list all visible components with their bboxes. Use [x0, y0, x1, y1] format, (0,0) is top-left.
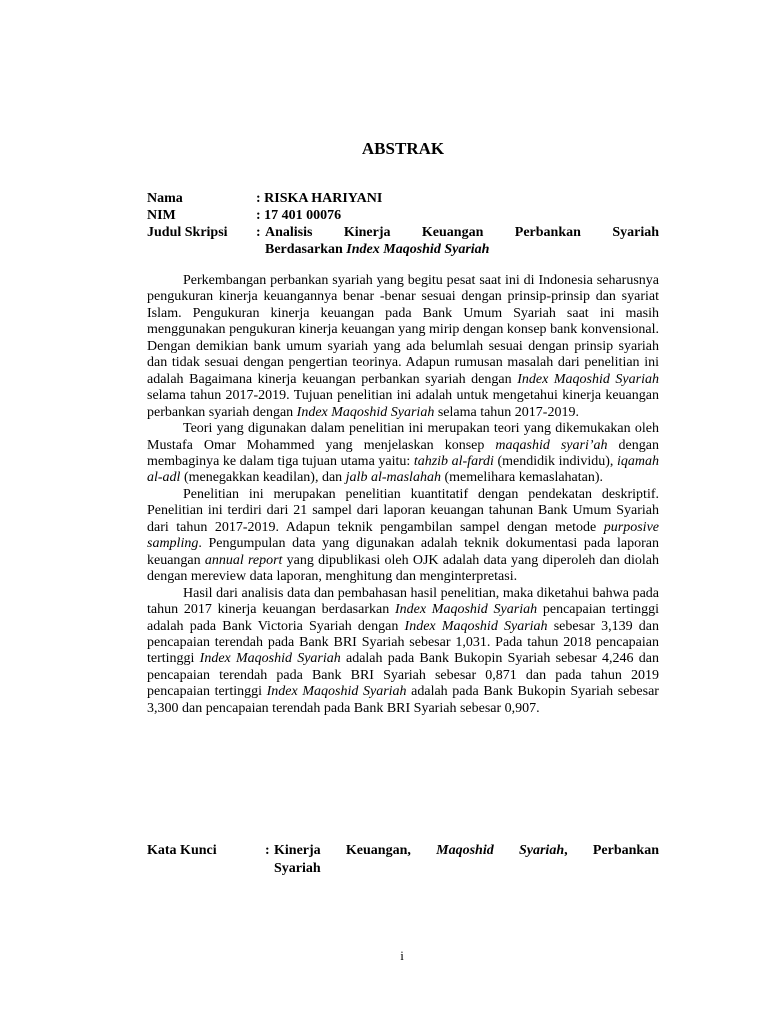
paragraph-text: yang dipublikasi oleh OJK adalah data yang diperoleh dan diolah dengan mereview data laporan, menghitung dan menginterpretasi.	[147, 552, 659, 585]
paragraph-text: dengan membaginya ke dalam tiga tujuan utama yaitu:	[147, 437, 659, 469]
paragraph-text: adalah pada Bank Bukopin Syariah sebesar 3,300 dan pencapaian terendah pada Bank BRI Syariah sebesar 0,907.	[147, 684, 659, 716]
keywords-part-c: , Perbankan	[564, 843, 659, 858]
italic-term: Index Maqoshid Syariah	[199, 651, 341, 667]
paragraph-text: pencapaian tertinggi adalah pada Bank Victoria Syariah dengan	[147, 602, 659, 634]
keywords-part-a: Kinerja Keuangan,	[274, 843, 437, 858]
thesis-title-line-2	[147, 241, 659, 258]
italic-term: annual report	[204, 552, 283, 568]
paragraph-text: adalah pada Bank Bukopin Syariah sebesar 4,246 dan pencapaian terendah pada Bank BRI Syariah sebesar 0,871 dan pada tahun 2019 pencapaian tertinggi	[147, 651, 659, 700]
paragraph-background	[147, 273, 659, 421]
paragraph-text: Teori yang digunakan dalam penelitian ini merupakan teori yang dikemukakan oleh Mustafa Omar Mohammed yang menjelaskan konsep	[147, 421, 659, 453]
paragraph-text: selama tahun 2017-2019. Tujuan penelitian ini adalah untuk mengetahui kinerja keuangan perbankan syariah dengan	[147, 388, 659, 420]
nim-value: : 17 401 00076	[256, 208, 342, 223]
name-value: : RISKA HARIYANI	[256, 191, 383, 206]
identity-block	[147, 190, 659, 258]
thesis-title-line-1: Analisis Kinerja Keuangan Perbankan Syariah	[265, 225, 659, 240]
keywords-row	[147, 842, 659, 860]
paragraph-text: (memelihara kemaslahatan).	[440, 470, 604, 486]
paragraph-text: Penelitian ini merupakan penelitian kuantitatif dengan pendekatan deskriptif. Penelitian ini terdiri dari 21 sampel dari laporan keuangan tahunan Bank Umum Syariah dari tahun 2017-2019. Adapun teknik pengambilan sampel dengan metode	[147, 486, 659, 535]
paragraph-text: . Pengumpulan data yang digunakan adalah teknik dokumentasi pada laporan keuangan	[147, 536, 659, 568]
italic-term: jalb al-maslahah	[345, 470, 441, 486]
paragraph-method	[147, 487, 659, 586]
nim-row	[147, 207, 659, 224]
paragraph-theory	[147, 421, 659, 487]
abstract-title: ABSTRAK	[361, 139, 445, 158]
thesis-title-line-2-italic: Index Maqoshid Syariah	[346, 242, 490, 257]
keywords-separator: :	[265, 843, 270, 858]
page-number: i	[400, 948, 404, 963]
nim-label: NIM	[147, 208, 176, 223]
thesis-title-label: Judul Skripsi	[147, 225, 228, 240]
paragraph-text: selama tahun 2017-2019.	[434, 404, 579, 420]
thesis-title-row	[147, 224, 659, 241]
keywords-block	[147, 842, 659, 878]
paragraph-text: Perkembangan perbankan syariah yang begitu pesat saat ini di Indonesia seharusnya pengukuran kinerja keuangannya benar -benar sesuai dengan prinsip-prinsip dan syariat Islam. Pengukuran kinerja keuangan pada Bank Umum Syariah saat ini masih menggunakan pengukuran kinerja keuangan yang mirip dengan konsep bank konvensional. Dengan demikian bank umum syariah yang ada belumlah sesuai dengan prinsip syariah dan tidak sesuai dengan pengertian teorinya. Adapun rumusan masalah dari penelitian ini adalah Bagaimana kinerja keuangan perbankan syariah dengan	[147, 273, 659, 387]
keywords-line-1	[274, 842, 659, 860]
italic-term: iqamah al-adl	[147, 453, 659, 486]
name-row	[147, 190, 659, 207]
italic-term: Index Maqoshid Syariah	[517, 371, 659, 387]
thesis-title-line-2-text: Berdasarkan	[265, 242, 347, 257]
italic-term: Index Maqoshid Syariah	[266, 684, 407, 700]
paragraph-results	[147, 586, 659, 718]
keywords-line-2: Syariah	[274, 861, 321, 876]
name-label: Nama	[147, 191, 183, 206]
keywords-label: Kata Kunci	[147, 843, 217, 858]
abstract-body	[147, 273, 659, 717]
italic-term: purposive sampling	[147, 519, 659, 552]
paragraph-text: Hasil dari analisis data dan pembahasan hasil penelitian, maka diketahui bahwa pada tahun 2017 kinerja keuangan berdasarkan	[147, 585, 659, 618]
paragraph-text: (mendidik individu),	[493, 453, 617, 469]
italic-term: Index Maqoshid Syariah	[404, 618, 548, 634]
italic-term: tahzib al-fardi	[413, 453, 494, 469]
italic-term: maqashid syari’ah	[495, 437, 608, 453]
paragraph-text: (menegakkan keadilan), dan	[180, 470, 346, 486]
keywords-part-b: Maqoshid Syariah	[436, 843, 565, 858]
italic-term: Index Maqoshid Syariah	[296, 404, 435, 420]
paragraph-text: sebesar 3,139 dan pencapaian terendah pada Bank BRI Syariah sebesar 1,031. Pada tahun 2018 pencapaian tertinggi	[147, 618, 659, 667]
italic-term: Index Maqoshid Syariah	[394, 602, 538, 618]
thesis-title-separator: :	[256, 225, 261, 240]
